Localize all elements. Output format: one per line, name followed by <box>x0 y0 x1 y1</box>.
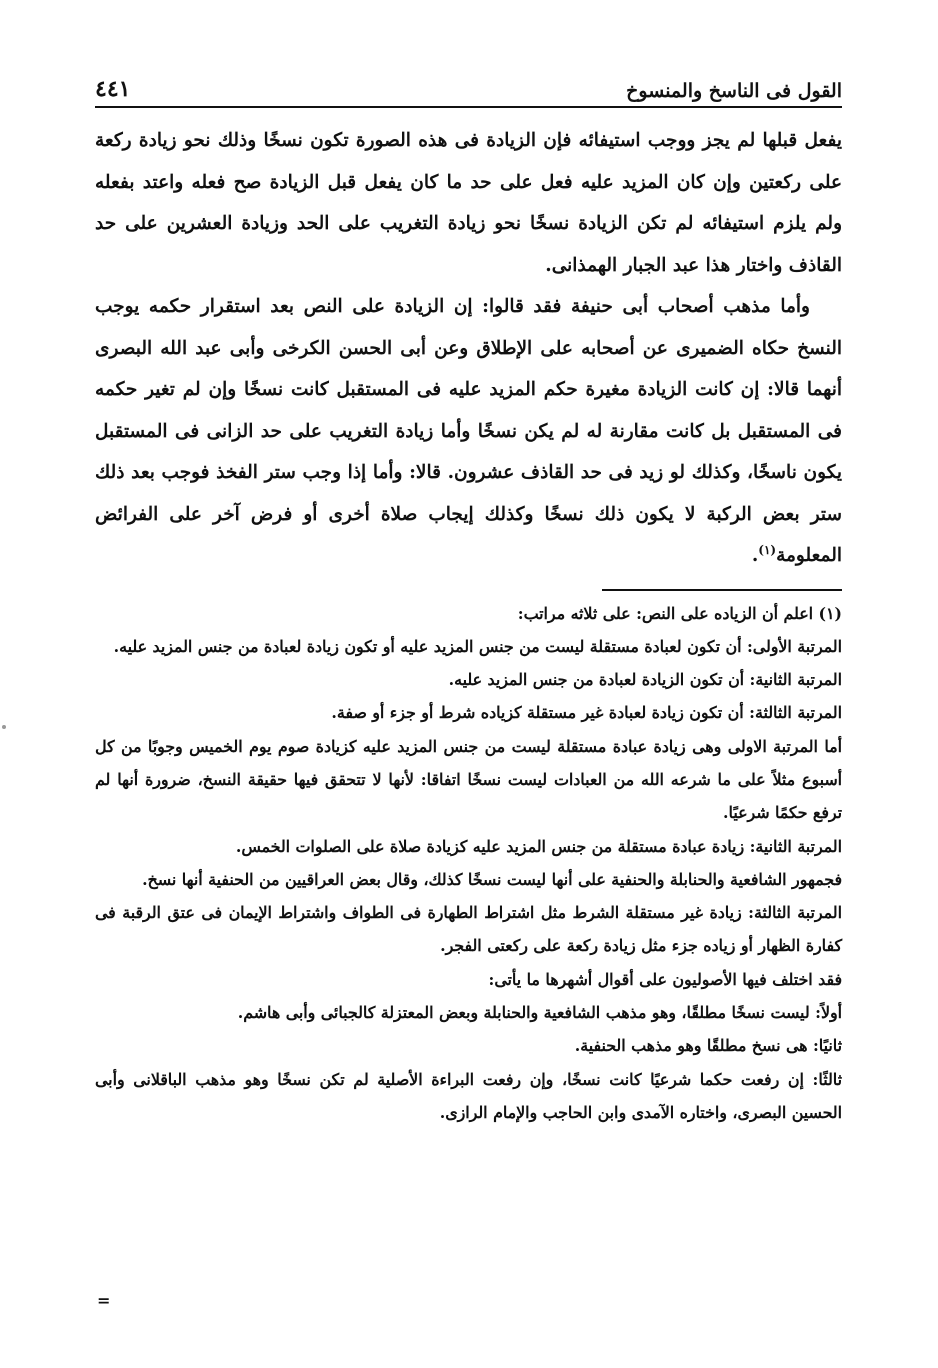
page-header <box>95 62 842 108</box>
footnote-separator <box>602 589 842 591</box>
paragraph-1: يفعل قبلها لم يجز ووجب استيفائه فإن الزيادة فى هذه الصورة تكون نسخًا وذلك نحو زيادة ركعة على ركعتين وإن كان المزيد عليه فعل على حد ما كان يفعل قبل الزيادة صح فعله واعتد بفعله ولم يلزم استيفائه لم تكن الزيادة نسخًا نحو زيادة التغريب على الحد وزيادة العشرين على حد القاذف واختار هذا عبد الجبار الهمذانى. <box>95 130 842 276</box>
main-text <box>95 120 842 577</box>
footnote-line: فقد اختلف فيها الأصوليون على أقوال أشهرها ما يأتى: <box>488 969 842 989</box>
footnote-line: المرتبة الثالثة: أن تكون زيادة لعبادة غير مستقلة كزياده شرط أو جزء أو صفة. <box>331 703 842 723</box>
footnotes <box>95 597 842 1130</box>
footnote-line: المرتبة الأولى: أن تكون لعبادة مستقلة ليست من جنس المزيد عليه أو تكون زيادة لعبادة من جنس المزيد عليه. <box>113 636 842 656</box>
footnote-line: المرتبة الثانية: زيادة عبادة مستقلة من جنس المزيد عليه كزيادة صلاة على الصلوات الخمس. <box>235 836 842 856</box>
footnote-reference: (١) <box>758 542 777 557</box>
scan-speck <box>2 725 6 729</box>
footnote-line: المرتبة الثالثة: زيادة غير مستقلة الشرط مثل اشتراط الطهارة فى الطواف واشتراط الإيمان فى عتق الرقبة فى كفارة الظهار أو زياده جزء مثل زيادة ركعة على ركعتى الفجر. <box>95 903 842 956</box>
paragraph-2-end: . <box>751 545 759 566</box>
footnote-line: المرتبة الثانية: أن تكون الزيادة لعبادة من جنس المزيد عليه. <box>448 670 842 690</box>
running-title: القول فى الناسخ والمنسوخ <box>626 80 842 102</box>
header-rule <box>95 106 842 108</box>
book-page <box>95 62 842 1352</box>
footnote-line: أما المرتبة الاولى وهى زيادة عبادة مستقلة ليست من جنس المزيد عليه كزيادة صوم يوم الخميس وجوبًا من كل أسبوع مثلاً على ما شرعه الله من العبادات ليست نسخًا اتفاقا: لأنها لا تتحقق فيها حقيقة النسخ، ضرورة أنها لم ترفع حكمًا شرعيًا. <box>95 736 842 823</box>
paragraph-2 <box>95 286 842 577</box>
continuation-mark: = <box>97 1291 111 1310</box>
footnote-line: ثانيًا: هى نسخ مطلقًا وهو مذهب الحنفية. <box>574 1036 842 1056</box>
footnote-line: أولاً: ليست نسخًا مطلقًا، وهو مذهب الشافعية والحنابلة وبعض المعتزلة كالجبائى وأبى هاشم. <box>237 1003 842 1023</box>
footnote-line: (١) اعلم أن الزياده على النص: على ثلاثه مراتب: <box>517 603 842 623</box>
paragraph-2-text: وأما مذهب أصحاب أبى حنيفة فقد قالوا: إن الزيادة على النص بعد استقرار حكمه يوجب النسخ حكاه الضميرى عن أصحابه على الإطلاق وعن أبى الحسن الكرخى وأبى عبد الله البصرى أنهما قالا: إن كانت الزيادة مغيرة حكم المزيد عليه فى المستقبل كانت نسخًا وإن لم تغير حكمه فى المستقبل بل كانت مقارنة له لم يكن نسخًا وأما زيادة التغريب على حد الزانى فى المستقبل يكون ناسخًا، وكذلك لو زيد فى حد القاذف عشرون. قالا: وأما إذا وجب ستر الفخذ فوجب بعد ذلك ستر بعض الركبة لا يكون ذلك نسخًا وكذلك إيجاب صلاة أخرى أو فرض آخر على الفرائض المعلومة <box>95 296 842 566</box>
footnote-line: ثالثًا: إن رفعت حكما شرعيًا كانت نسخًا، وإن رفعت البراءة الأصلية لم تكن نسخًا وهو مذهب الباقلانى وأبى الحسين البصرى، واختاره الآمدى وابن الحاجب والإمام الرازى. <box>95 1069 842 1122</box>
page-number: ٤٤١ <box>95 76 131 102</box>
footnote-line: فجمهور الشافعية والحنابلة والحنفية على أنها ليست نسخًا كذلك، وقال بعض العراقيين من الحنفية أنها نسخ. <box>142 869 842 889</box>
